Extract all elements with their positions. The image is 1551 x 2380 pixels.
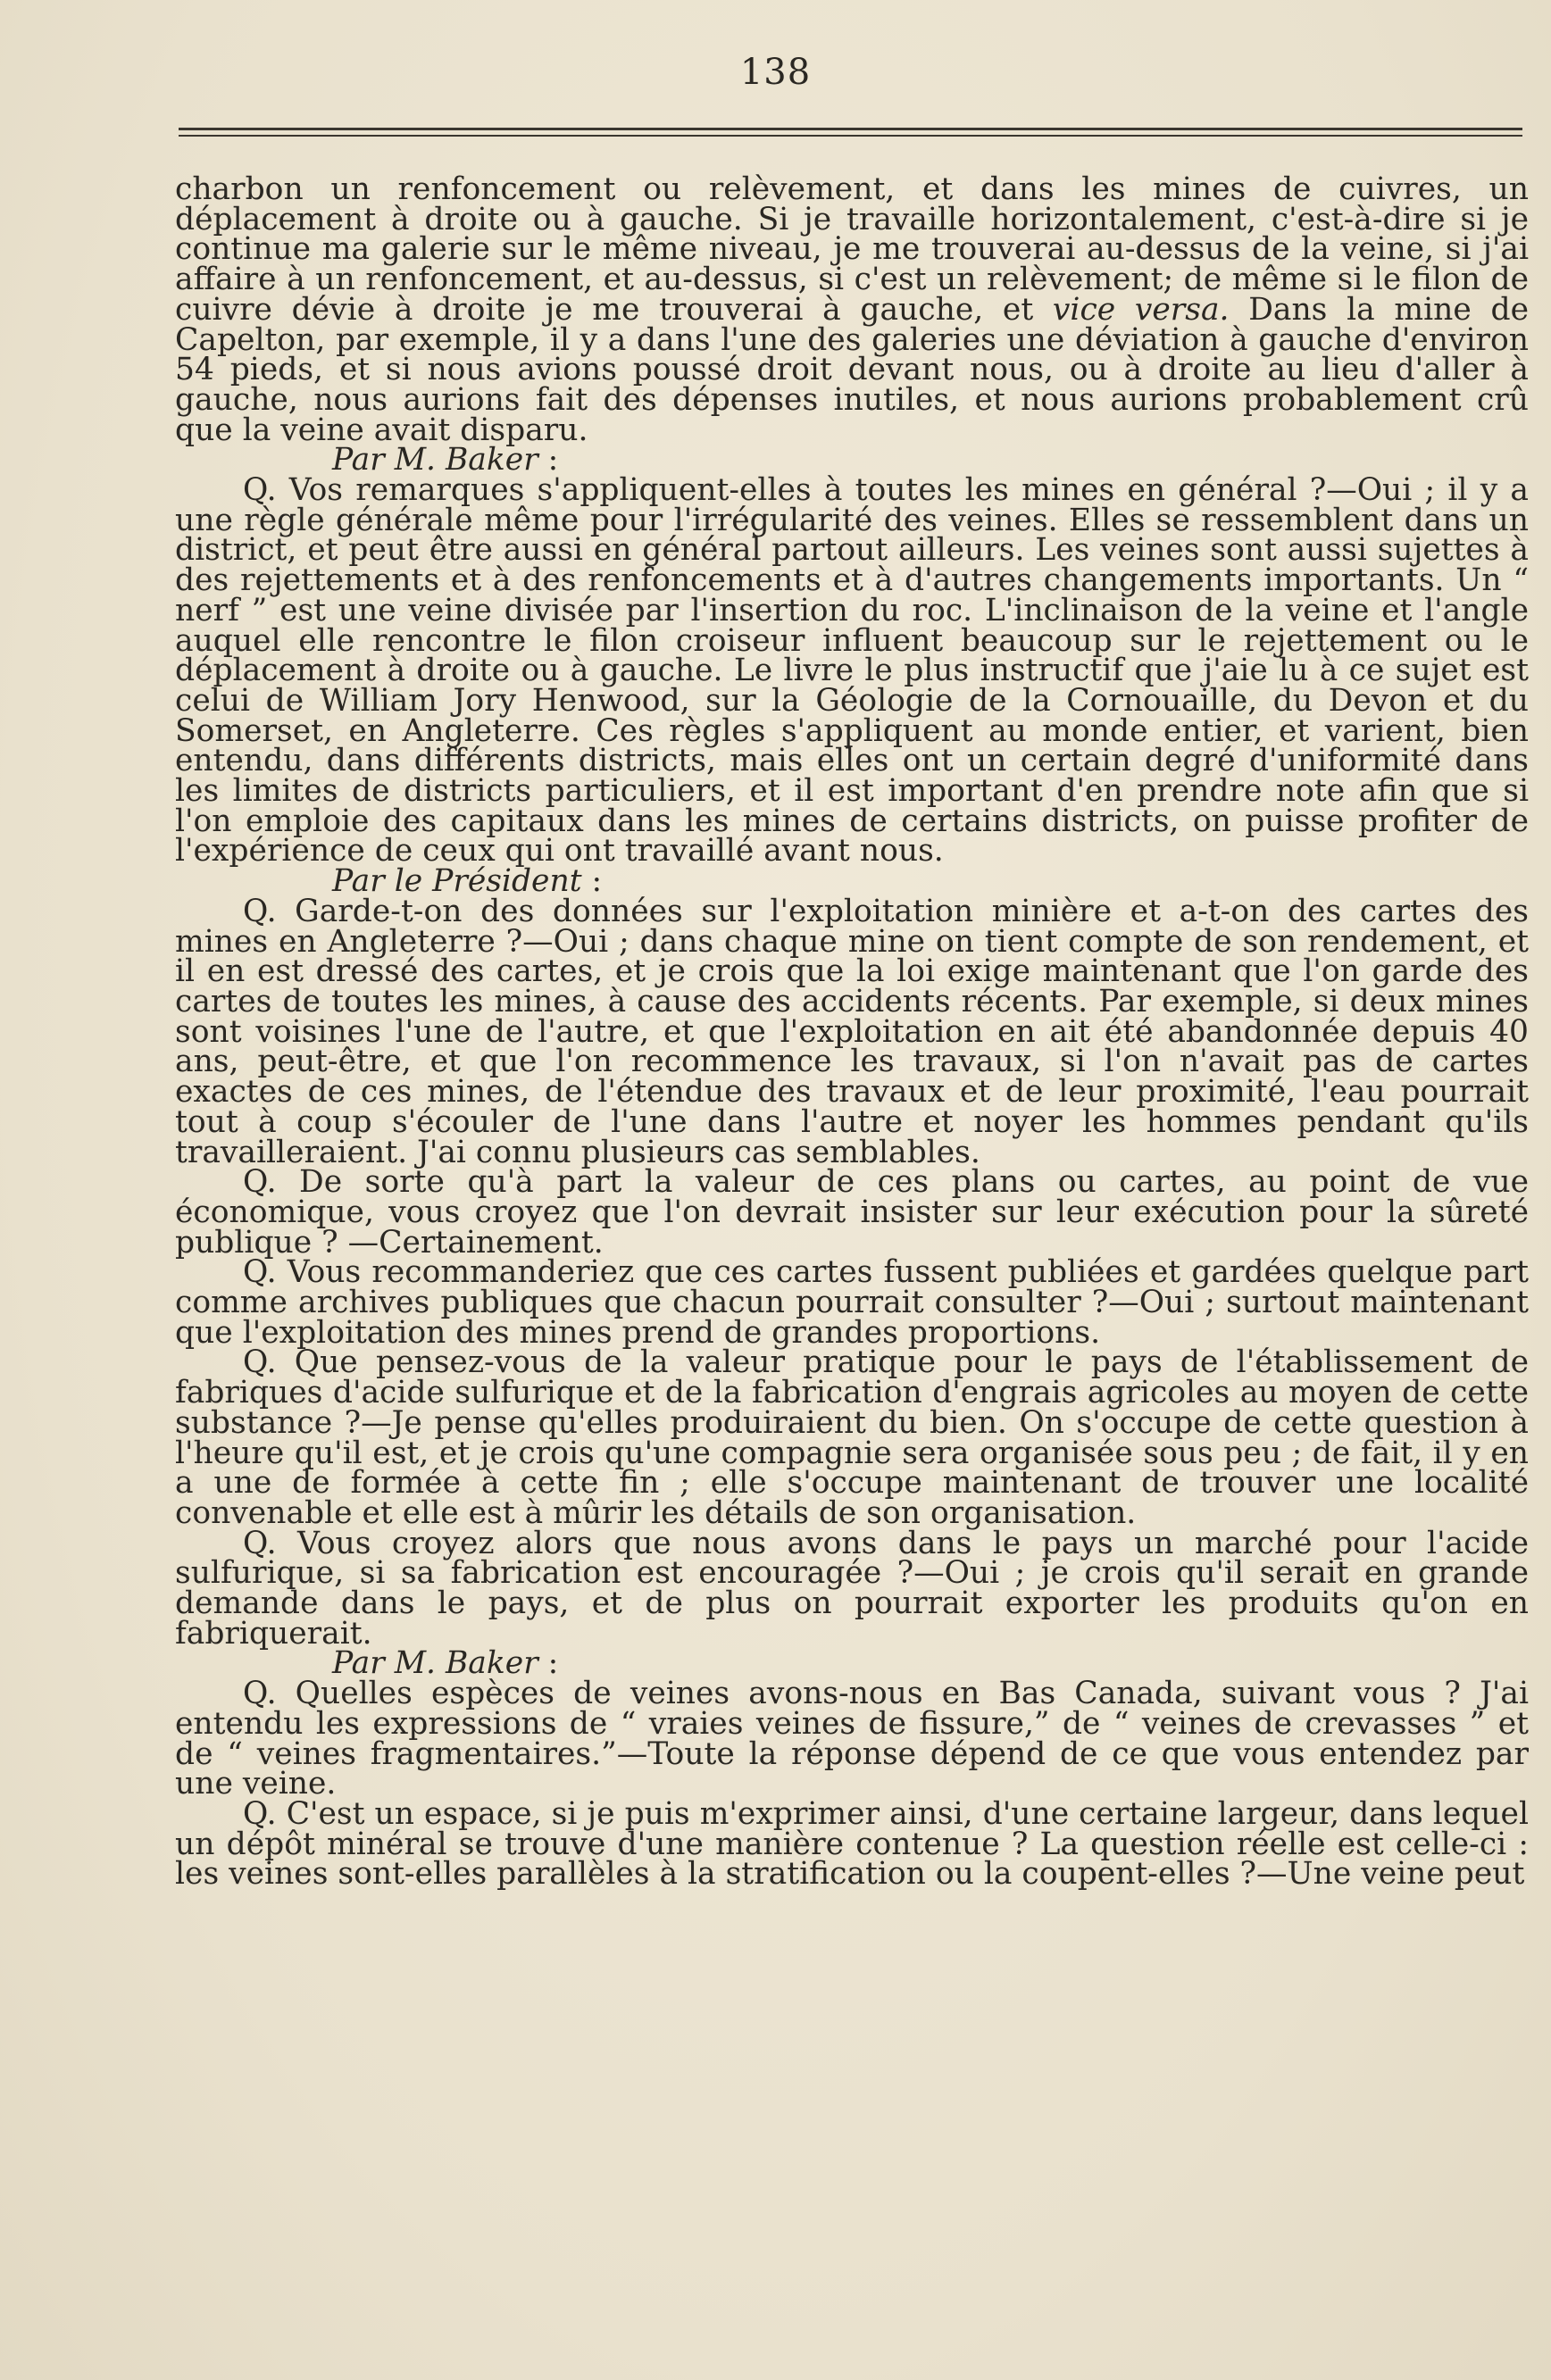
question-paragraph: Q. Que pensez-vous de la valeur pratique pour le pays de l'établissement de fabriques d'acide sulfurique et de la fabrication d'engrais agricoles au moyen de cette substance ?—Je pense qu'elles produiraient du bien. On s'occupe de cette question à l'heure qu'il est, et je crois qu'une compagnie sera organisée sous peu ; de fait, il y en a une de formée à cette fin ; elle s'occupe maintenant de trouver une localité convenable et elle est à mûrir les détails de son organisation. <box>175 1344 1529 1531</box>
question-paragraph: Q. Vos remarques s'appliquent-elles à toutes les mines en général ?—Oui ; il y a une règle générale même pour l'irrégularité des veines. Elles se ressemblent dans un district, et peut être aussi en général partout ailleurs. Les veines sont aussi sujettes à des rejettements et à des renfoncements et à d'autres changements importants. Un “ nerf ” est une veine divisée par l'insertion du roc. L'inclinaison de la veine et l'angle auquel elle rencontre le filon croiseur influent beaucoup sur le rejettement ou le déplacement à droite ou à gauche. Le livre le plus instructif que j'aie lu à ce sujet est celui de William Jory Henwood, sur la Géologie de la Cornouaille, du Devon et du Somerset, en Angleterre. Ces règles s'appliquent au monde entier, et varient, bien entendu, dans différents districts, mais elles ont un certain degré d'uniformité dans les limites de districts particuliers, et il est important d'en prendre note afin que si l'on emploie des capitaux dans les mines de certains districts, on puisse profiter de l'expérience de ceux qui ont travaillé avant nous. <box>175 472 1529 870</box>
question-paragraph: Q. Vous recommanderiez que ces cartes fussent publiées et gardées quelque part comme archives publiques que chacun pourrait consulter ?—Oui ; surtout maintenant que l'exploitation des mines prend de grandes proportions. <box>175 1254 1529 1351</box>
speaker-heading: Par M. Baker : <box>332 1645 559 1682</box>
speaker-heading: Par M. Baker : <box>332 442 559 478</box>
header-rule-thin <box>179 135 1522 137</box>
question-paragraph: Q. C'est un espace, si je puis m'exprimer ainsi, d'une certaine largeur, dans lequel un dépôt minéral se trouve d'une manière contenue ? La question réelle est celle-ci : les veines sont-elles parallèles à la stratification ou la coupent-elles ?—Une veine peut <box>175 1795 1529 1893</box>
paragraph-continuation: charbon un renfoncement ou relèvement, et dans les mines de cuivres, un déplacement à droite ou à gauche. Si je travaille horizontalement, c'est-à-dire si je continue ma galerie sur le même niveau, je me trouverai au-dessus de la veine, si j'ai affaire à un renfoncement, et au-dessus, si c'est un relèvement; de même si le filon de cuivre dévie à droite je me trouverai à gauche, et vice versa. Dans la mine de Capelton, par exemple, il y a dans l'une des galeries une déviation à gauche d'environ 54 pieds, et si nous avions poussé droit devant nous, ou à droite au lieu d'aller à gauche, nous aurions fait des dépenses inutiles, et nous aurions probablement crû que la veine avait disparu. <box>175 171 1529 448</box>
page-number: 138 <box>739 52 812 93</box>
emphasis-vice-versa: vice versa. <box>1052 291 1230 328</box>
question-paragraph: Q. Vous croyez alors que nous avons dans le pays un marché pour l'acide sulfurique, si sa fabrication est encouragée ?—Oui ; je crois qu'il serait en grande demande dans le pays, et de plus on pourrait exporter les produits qu'on en fabriquerait. <box>175 1525 1529 1652</box>
question-paragraph: Q. De sorte qu'à part la valeur de ces plans ou cartes, au point de vue économique, vous croyez que l'on devrait insister sur leur exécution pour la sûreté publique ? —Certainement. <box>175 1164 1529 1261</box>
speaker-heading: Par le Président : <box>332 863 603 900</box>
question-paragraph: Q. Garde-t-on des données sur l'exploitation minière et a-t-on des cartes des mines en Angleterre ?—Oui ; dans chaque mine on tient compte de son rendement, et il en est dressé des cartes, et je crois que la loi exige maintenant que l'on garde des cartes de toutes les mines, à cause des accidents récents. Par exemple, si deux mines sont voisines l'une de l'autre, et que l'exploitation en ait été abandonnée depuis 40 ans, peut-être, et que l'on recommence les travaux, si l'on n'avait pas de cartes exactes de ces mines, de l'étendue des travaux et de leur proximité, l'eau pourrait tout à coup s'écouler de l'une dans l'autre et noyer les hommes pendant qu'ils travailleraient. J'ai connu plusieurs cas semblables. <box>175 893 1529 1170</box>
body-text <box>175 171 1529 1893</box>
question-paragraph: Q. Quelles espèces de veines avons-nous en Bas Canada, suivant vous ? J'ai entendu les expressions de “ vraies veines de fissure,” de “ veines de crevasses ” et de “ veines fragmentaires.”—Toute la réponse dépend de ce que vous entendez par une veine. <box>175 1676 1529 1802</box>
header-rule-thick <box>179 128 1522 130</box>
